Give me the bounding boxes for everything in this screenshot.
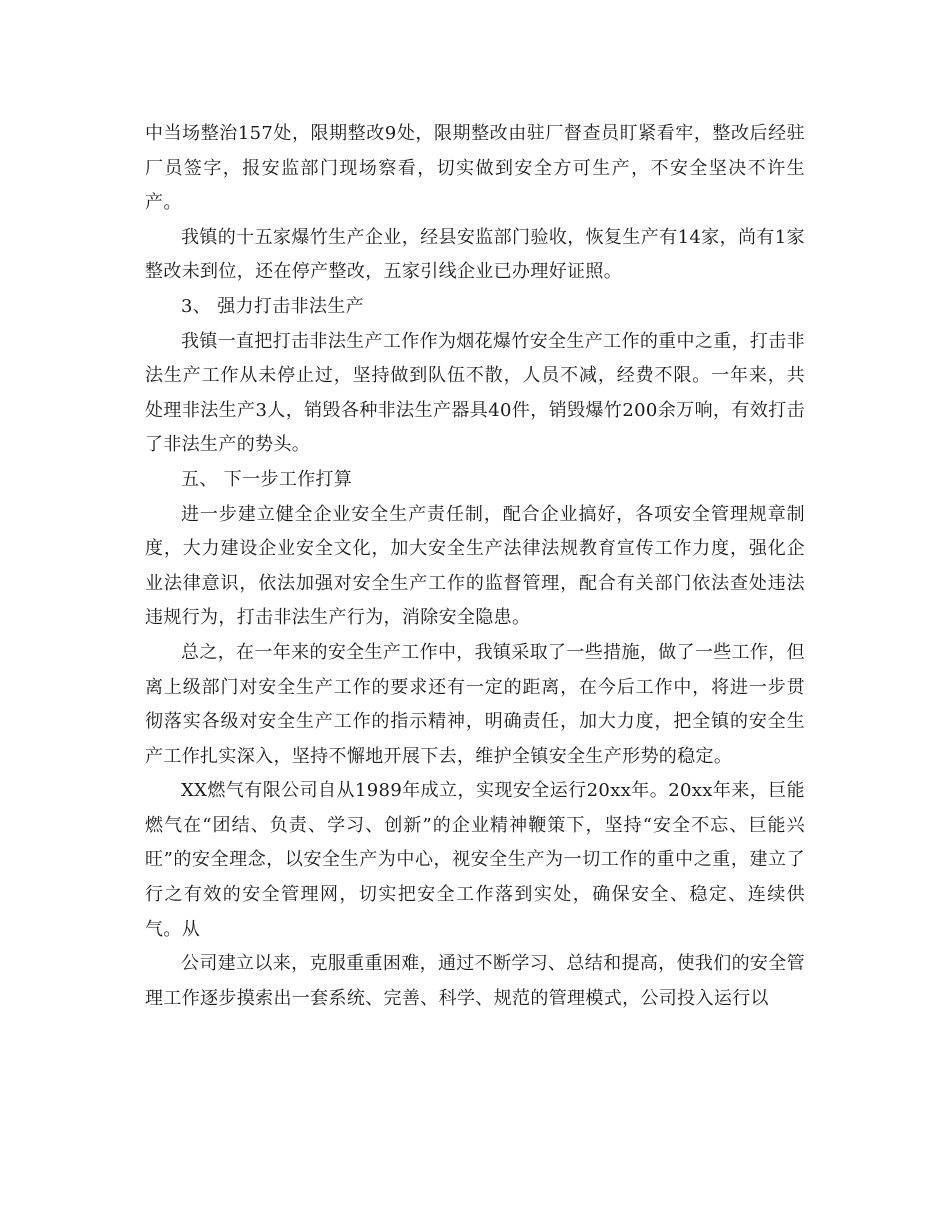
paragraph-next-steps: 进一步建立健全企业安全生产责任制，配合企业搞好，各项安全管理规章制度，大力建设企业安全文化，加大安全生产法律法规教育宣传工作力度，强化企业法律意识，依法加强对安全生产工作的监督管理，配合有关部门依法查处违法违规行为，打击非法生产行为，消除安全隐患。 xyxy=(145,503,805,629)
section-heading-crackdown: 3、 强力打击非法生产 xyxy=(181,295,365,317)
paragraph-enterprise-acceptance: 我镇的十五家爆竹生产企业，经县安监部门验收，恢复生产有14家，尚有1家整改未到位，还在停产整改，五家引线企业已办理好证照。 xyxy=(145,226,805,283)
paragraph-summary: 总之，在一年来的安全生产工作中，我镇采取了一些措施，做了一些工作，但离上级部门对安全生产工作的要求还有一定的距离，在今后工作中，将进一步贯彻落实各级对安全生产工作的指示精神，明确责任，加大力度，把全镇的安全生产工作扎实深入，坚持不懈地开展下去，维护全镇安全生产形势的稳定。 xyxy=(145,641,805,767)
paragraph-company-management: 公司建立以来，克服重重困难，通过不断学习、总结和提高，使我们的安全管理工作逐步摸索出一套系统、完善、科学、规范的管理模式，公司投入运行以 xyxy=(145,953,805,1009)
paragraph-gas-company: XX燃气有限公司自从1989年成立，实现安全运行20xx年。20xx年来，巨能燃气在“团结、负责、学习、创新”的企业精神鞭策下，坚持“安全不忘、巨能兴旺”的安全理念，以安全生产为中心，视安全生产为一切工作的重中之重，建立了行之有效的安全管理网，切实把安全工作落到实处，确保安全、稳定、连续供气。从 xyxy=(145,780,805,940)
paragraph-crackdown: 我镇一直把打击非法生产工作作为烟花爆竹安全生产工作的重中之重，打击非法生产工作从未停止过，坚持做到队伍不散，人员不减，经费不限。一年来，共处理非法生产3人，销毁各种非法生产器具40件，销毁爆竹200余万响，有效打击了非法生产的势头。 xyxy=(145,330,805,456)
section-heading-next-steps: 五、 下一步工作打算 xyxy=(181,468,353,490)
paragraph-continuation: 中当场整治157处，限期整改9处，限期整改由驻厂督查员盯紧看牢，整改后经驻厂员签字，报安监部门现场察看，切实做到安全方可生产，不安全坚决不许生产。 xyxy=(145,123,805,214)
document-body xyxy=(145,117,805,1016)
